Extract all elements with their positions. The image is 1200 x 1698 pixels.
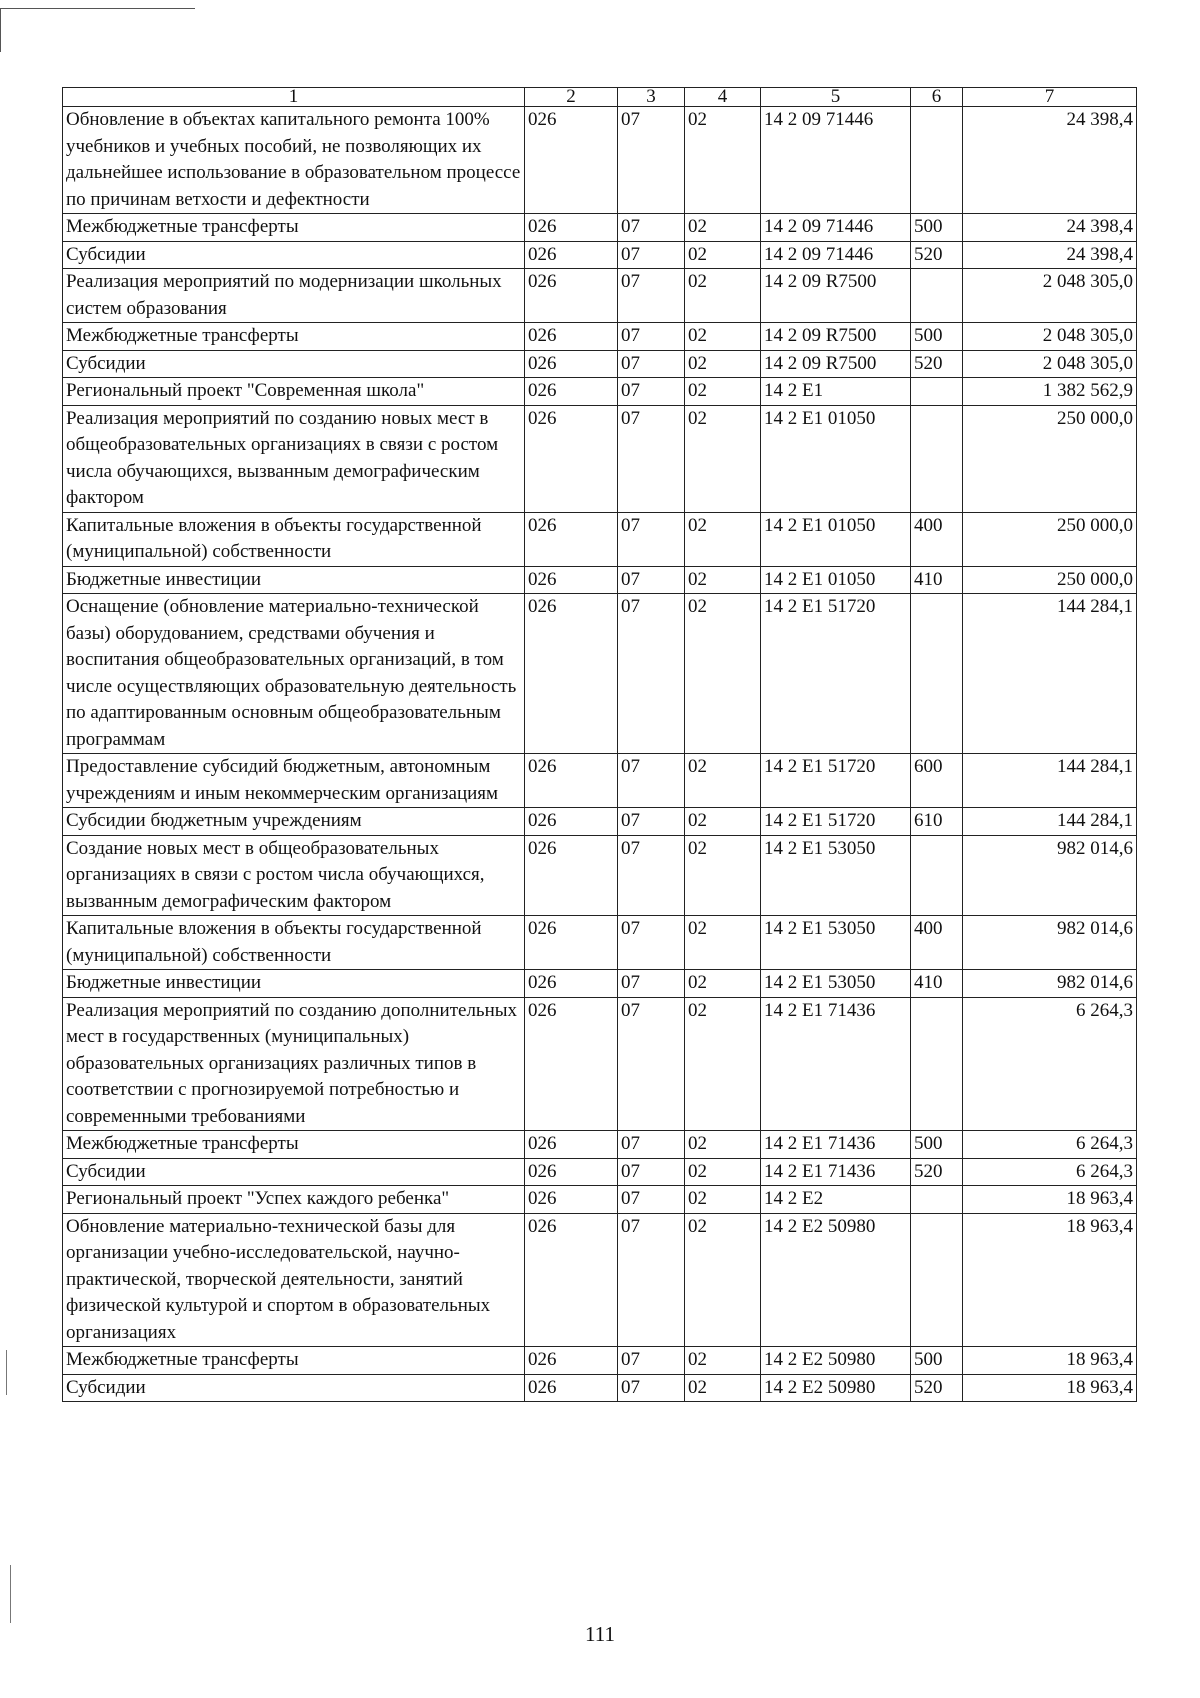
header-cell: 3 xyxy=(618,88,685,107)
cell-name: Капитальные вложения в объекты государственной (муниципальной) собственности xyxy=(63,512,525,566)
cell-section: 07 xyxy=(618,970,685,998)
cell-amount: 2 048 305,0 xyxy=(963,323,1137,351)
header-row xyxy=(63,88,1137,107)
cell-section: 07 xyxy=(618,1158,685,1186)
cell-name: Субсидии xyxy=(63,350,525,378)
table-row xyxy=(63,269,1137,323)
cell-target-article: 14 2 E2 50980 xyxy=(761,1213,911,1347)
header-cell: 5 xyxy=(761,88,911,107)
cell-expense-type xyxy=(911,1213,963,1347)
cell-target-article: 14 2 E2 50980 xyxy=(761,1347,911,1375)
cell-target-article: 14 2 E2 50980 xyxy=(761,1374,911,1402)
cell-expense-type: 520 xyxy=(911,350,963,378)
cell-name: Региональный проект "Успех каждого ребенка" xyxy=(63,1186,525,1214)
scan-margin-mark xyxy=(6,1350,7,1395)
cell-ministry-code: 026 xyxy=(525,997,618,1131)
table-row xyxy=(63,323,1137,351)
cell-expense-type xyxy=(911,1186,963,1214)
cell-target-article: 14 2 E1 53050 xyxy=(761,835,911,916)
cell-name: Реализация мероприятий по созданию дополнительных мест в государственных (муниципальных) образовательных организациях различных типов в соответствии с прогнозируемой потребностью и современными требованиями xyxy=(63,997,525,1131)
cell-ministry-code: 026 xyxy=(525,405,618,512)
page-number: 111 xyxy=(585,1622,615,1646)
cell-subsection: 02 xyxy=(685,241,761,269)
cell-amount: 2 048 305,0 xyxy=(963,269,1137,323)
cell-name: Субсидии xyxy=(63,241,525,269)
header-cell: 2 xyxy=(525,88,618,107)
cell-name: Межбюджетные трансферты xyxy=(63,214,525,242)
cell-amount: 982 014,6 xyxy=(963,970,1137,998)
cell-section: 07 xyxy=(618,754,685,808)
cell-subsection: 02 xyxy=(685,512,761,566)
cell-name: Предоставление субсидий бюджетным, автономным учреждениям и иным некоммерческим организациям xyxy=(63,754,525,808)
header-cell: 1 xyxy=(63,88,525,107)
cell-name: Оснащение (обновление материально-технической базы) оборудованием, средствами обучения и воспитания общеобразовательных организаций, в том числе осуществляющих образовательную деятельность по адаптированным основным общеобразовательным программам xyxy=(63,594,525,754)
table-row xyxy=(63,808,1137,836)
cell-amount: 144 284,1 xyxy=(963,754,1137,808)
budget-table xyxy=(62,87,1137,1402)
cell-name: Субсидии xyxy=(63,1158,525,1186)
cell-target-article: 14 2 E1 53050 xyxy=(761,916,911,970)
cell-expense-type: 500 xyxy=(911,1131,963,1159)
cell-subsection: 02 xyxy=(685,1186,761,1214)
cell-section: 07 xyxy=(618,916,685,970)
table-row xyxy=(63,378,1137,406)
cell-amount: 18 963,4 xyxy=(963,1186,1137,1214)
cell-name: Реализация мероприятий по модернизации школьных систем образования xyxy=(63,269,525,323)
cell-target-article: 14 2 09 R7500 xyxy=(761,269,911,323)
table-row xyxy=(63,970,1137,998)
table-row xyxy=(63,1131,1137,1159)
cell-amount: 24 398,4 xyxy=(963,241,1137,269)
cell-target-article: 14 2 E1 53050 xyxy=(761,970,911,998)
cell-section: 07 xyxy=(618,269,685,323)
cell-target-article: 14 2 09 71446 xyxy=(761,107,911,214)
cell-expense-type: 500 xyxy=(911,1347,963,1375)
cell-ministry-code: 026 xyxy=(525,754,618,808)
cell-section: 07 xyxy=(618,214,685,242)
cell-section: 07 xyxy=(618,566,685,594)
cell-expense-type: 400 xyxy=(911,916,963,970)
cell-ministry-code: 026 xyxy=(525,214,618,242)
table-row xyxy=(63,566,1137,594)
cell-subsection: 02 xyxy=(685,1158,761,1186)
cell-subsection: 02 xyxy=(685,214,761,242)
table-row xyxy=(63,754,1137,808)
cell-amount: 24 398,4 xyxy=(963,214,1137,242)
scan-edge-line xyxy=(0,8,1,52)
cell-target-article: 14 2 09 71446 xyxy=(761,241,911,269)
header-cell: 4 xyxy=(685,88,761,107)
cell-name: Субсидии xyxy=(63,1374,525,1402)
cell-section: 07 xyxy=(618,1213,685,1347)
cell-expense-type xyxy=(911,107,963,214)
cell-name: Бюджетные инвестиции xyxy=(63,566,525,594)
cell-section: 07 xyxy=(618,107,685,214)
cell-expense-type: 500 xyxy=(911,323,963,351)
cell-subsection: 02 xyxy=(685,1347,761,1375)
cell-target-article: 14 2 E1 01050 xyxy=(761,405,911,512)
cell-ministry-code: 026 xyxy=(525,323,618,351)
cell-expense-type: 520 xyxy=(911,1158,963,1186)
cell-subsection: 02 xyxy=(685,1131,761,1159)
cell-name: Капитальные вложения в объекты государственной (муниципальной) собственности xyxy=(63,916,525,970)
cell-subsection: 02 xyxy=(685,916,761,970)
cell-ministry-code: 026 xyxy=(525,594,618,754)
cell-ministry-code: 026 xyxy=(525,1158,618,1186)
cell-amount: 2 048 305,0 xyxy=(963,350,1137,378)
cell-expense-type: 400 xyxy=(911,512,963,566)
cell-ministry-code: 026 xyxy=(525,566,618,594)
cell-section: 07 xyxy=(618,1347,685,1375)
cell-target-article: 14 2 E1 51720 xyxy=(761,754,911,808)
cell-subsection: 02 xyxy=(685,378,761,406)
cell-ministry-code: 026 xyxy=(525,1347,618,1375)
table-row xyxy=(63,1347,1137,1375)
cell-amount: 250 000,0 xyxy=(963,405,1137,512)
cell-name: Обновление материально-технической базы для организации учебно-исследовательской, научно-практической, творческой деятельности, занятий физической культурой и спортом в образовательных организациях xyxy=(63,1213,525,1347)
cell-name: Межбюджетные трансферты xyxy=(63,1131,525,1159)
cell-section: 07 xyxy=(618,835,685,916)
cell-amount: 982 014,6 xyxy=(963,916,1137,970)
cell-target-article: 14 2 09 71446 xyxy=(761,214,911,242)
cell-target-article: 14 2 E1 01050 xyxy=(761,512,911,566)
header-cell: 6 xyxy=(911,88,963,107)
table-row xyxy=(63,835,1137,916)
cell-expense-type xyxy=(911,405,963,512)
cell-expense-type: 520 xyxy=(911,241,963,269)
cell-subsection: 02 xyxy=(685,754,761,808)
cell-ministry-code: 026 xyxy=(525,808,618,836)
cell-subsection: 02 xyxy=(685,1374,761,1402)
cell-section: 07 xyxy=(618,1374,685,1402)
cell-target-article: 14 2 E1 71436 xyxy=(761,1131,911,1159)
cell-name: Межбюджетные трансферты xyxy=(63,323,525,351)
table-row xyxy=(63,594,1137,754)
cell-subsection: 02 xyxy=(685,970,761,998)
cell-target-article: 14 2 E1 xyxy=(761,378,911,406)
cell-subsection: 02 xyxy=(685,835,761,916)
cell-amount: 144 284,1 xyxy=(963,594,1137,754)
cell-ministry-code: 026 xyxy=(525,1186,618,1214)
cell-subsection: 02 xyxy=(685,350,761,378)
cell-target-article: 14 2 09 R7500 xyxy=(761,350,911,378)
cell-target-article: 14 2 E1 71436 xyxy=(761,1158,911,1186)
cell-expense-type xyxy=(911,997,963,1131)
table-row xyxy=(63,1374,1137,1402)
cell-expense-type: 410 xyxy=(911,566,963,594)
cell-expense-type xyxy=(911,835,963,916)
table-row xyxy=(63,916,1137,970)
cell-amount: 982 014,6 xyxy=(963,835,1137,916)
cell-expense-type: 600 xyxy=(911,754,963,808)
cell-expense-type xyxy=(911,269,963,323)
cell-subsection: 02 xyxy=(685,269,761,323)
cell-section: 07 xyxy=(618,350,685,378)
cell-ministry-code: 026 xyxy=(525,916,618,970)
cell-amount: 250 000,0 xyxy=(963,566,1137,594)
cell-ministry-code: 026 xyxy=(525,378,618,406)
cell-section: 07 xyxy=(618,997,685,1131)
cell-ministry-code: 026 xyxy=(525,835,618,916)
cell-subsection: 02 xyxy=(685,566,761,594)
cell-section: 07 xyxy=(618,323,685,351)
cell-expense-type xyxy=(911,378,963,406)
table-row xyxy=(63,1186,1137,1214)
cell-ministry-code: 026 xyxy=(525,269,618,323)
cell-section: 07 xyxy=(618,405,685,512)
cell-section: 07 xyxy=(618,808,685,836)
cell-target-article: 14 2 E1 51720 xyxy=(761,808,911,836)
cell-section: 07 xyxy=(618,594,685,754)
scan-margin-mark xyxy=(10,1565,11,1623)
cell-ministry-code: 026 xyxy=(525,970,618,998)
cell-subsection: 02 xyxy=(685,997,761,1131)
cell-target-article: 14 2 09 R7500 xyxy=(761,323,911,351)
cell-amount: 18 963,4 xyxy=(963,1213,1137,1347)
cell-amount: 250 000,0 xyxy=(963,512,1137,566)
cell-section: 07 xyxy=(618,241,685,269)
cell-section: 07 xyxy=(618,1131,685,1159)
cell-ministry-code: 026 xyxy=(525,107,618,214)
cell-section: 07 xyxy=(618,512,685,566)
cell-subsection: 02 xyxy=(685,107,761,214)
cell-target-article: 14 2 E1 01050 xyxy=(761,566,911,594)
cell-name: Бюджетные инвестиции xyxy=(63,970,525,998)
cell-section: 07 xyxy=(618,378,685,406)
cell-ministry-code: 026 xyxy=(525,1374,618,1402)
cell-subsection: 02 xyxy=(685,405,761,512)
cell-subsection: 02 xyxy=(685,594,761,754)
cell-amount: 6 264,3 xyxy=(963,997,1137,1131)
table-row xyxy=(63,241,1137,269)
cell-amount: 6 264,3 xyxy=(963,1131,1137,1159)
cell-expense-type: 610 xyxy=(911,808,963,836)
cell-expense-type xyxy=(911,594,963,754)
table-row xyxy=(63,405,1137,512)
cell-ministry-code: 026 xyxy=(525,350,618,378)
cell-target-article: 14 2 E2 xyxy=(761,1186,911,1214)
cell-name: Создание новых мест в общеобразовательных организациях в связи с ростом числа обучающихся, вызванным демографическим фактором xyxy=(63,835,525,916)
cell-name: Субсидии бюджетным учреждениям xyxy=(63,808,525,836)
cell-expense-type: 520 xyxy=(911,1374,963,1402)
table-row xyxy=(63,1158,1137,1186)
cell-name: Региональный проект "Современная школа" xyxy=(63,378,525,406)
cell-section: 07 xyxy=(618,1186,685,1214)
cell-amount: 1 382 562,9 xyxy=(963,378,1137,406)
cell-amount: 144 284,1 xyxy=(963,808,1137,836)
table-row xyxy=(63,107,1137,214)
table-row xyxy=(63,1213,1137,1347)
table-row xyxy=(63,512,1137,566)
cell-subsection: 02 xyxy=(685,808,761,836)
cell-ministry-code: 026 xyxy=(525,512,618,566)
cell-name: Обновление в объектах капитального ремонта 100% учебников и учебных пособий, не позволяющих их дальнейшее использование в образовательном процессе по причинам ветхости и дефектности xyxy=(63,107,525,214)
cell-target-article: 14 2 E1 51720 xyxy=(761,594,911,754)
cell-name: Межбюджетные трансферты xyxy=(63,1347,525,1375)
cell-subsection: 02 xyxy=(685,1213,761,1347)
cell-subsection: 02 xyxy=(685,323,761,351)
cell-amount: 18 963,4 xyxy=(963,1347,1137,1375)
cell-name: Реализация мероприятий по созданию новых мест в общеобразовательных организациях в связи с ростом числа обучающихся, вызванным демографическим фактором xyxy=(63,405,525,512)
header-cell: 7 xyxy=(963,88,1137,107)
cell-ministry-code: 026 xyxy=(525,241,618,269)
cell-ministry-code: 026 xyxy=(525,1131,618,1159)
cell-amount: 6 264,3 xyxy=(963,1158,1137,1186)
table-row xyxy=(63,350,1137,378)
table-row xyxy=(63,214,1137,242)
cell-expense-type: 500 xyxy=(911,214,963,242)
cell-expense-type: 410 xyxy=(911,970,963,998)
cell-amount: 18 963,4 xyxy=(963,1374,1137,1402)
cell-ministry-code: 026 xyxy=(525,1213,618,1347)
cell-amount: 24 398,4 xyxy=(963,107,1137,214)
table-row xyxy=(63,997,1137,1131)
scan-edge-line xyxy=(0,8,195,9)
cell-target-article: 14 2 E1 71436 xyxy=(761,997,911,1131)
